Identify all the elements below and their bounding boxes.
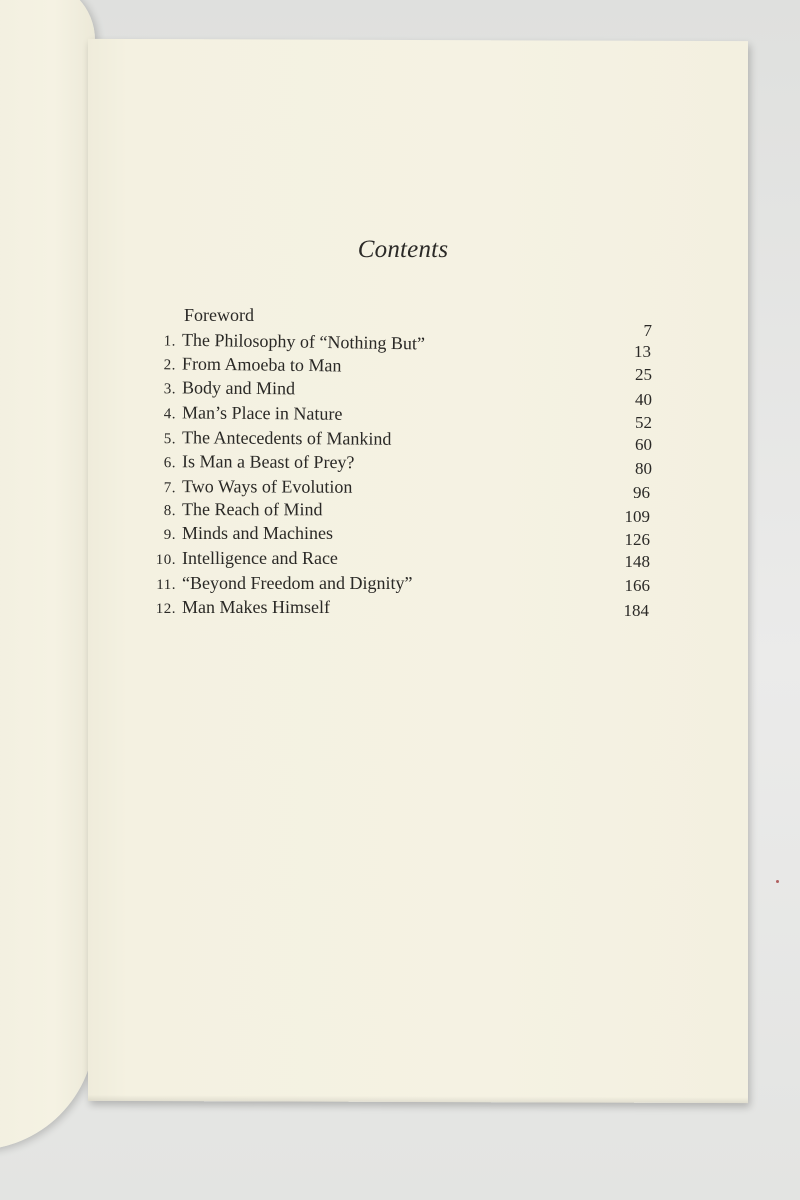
entry-title: Man’s Place in Nature xyxy=(181,402,343,424)
page-number: 126 xyxy=(624,530,650,549)
entry-number: 1. xyxy=(163,333,177,350)
entry-title: Is Man a Beast of Prey? xyxy=(181,451,355,473)
entry-title: Body and Mind xyxy=(181,377,296,399)
page-number: 109 xyxy=(624,507,650,526)
toc-entry-8 xyxy=(140,500,323,519)
page-number: 7 xyxy=(643,321,652,340)
entry-number: 10. xyxy=(155,552,176,568)
entry-title: From Amoeba to Man xyxy=(181,353,342,376)
foreword-title: Foreword xyxy=(184,305,254,325)
entry-title: Intelligence and Race xyxy=(182,548,338,568)
entry-title: Minds and Machines xyxy=(182,523,333,543)
entry-number: 5. xyxy=(163,431,177,448)
entry-number: 11. xyxy=(156,577,176,593)
entry-title: The Reach of Mind xyxy=(181,499,323,520)
page-number: 52 xyxy=(635,413,652,432)
entry-number: 12. xyxy=(155,601,176,617)
entry-number: 7. xyxy=(163,480,177,497)
entry-title: “Beyond Freedom and Dignity” xyxy=(182,573,413,593)
entry-number: 9. xyxy=(163,527,176,543)
entry-title: The Philosophy of “Nothing But” xyxy=(181,329,426,354)
contents-heading: Contents xyxy=(357,236,449,263)
entry-title: Two Ways of Evolution xyxy=(181,476,353,497)
entry-number: 6. xyxy=(163,455,177,472)
entry-number: 3. xyxy=(163,381,177,398)
entry-number: 8. xyxy=(163,503,177,520)
toc-entry-4 xyxy=(140,403,343,424)
page-number: 96 xyxy=(633,483,650,502)
page-number: 166 xyxy=(624,576,650,595)
page-number: 148 xyxy=(624,552,650,571)
page-number: 40 xyxy=(635,390,652,409)
page-number: 80 xyxy=(635,459,652,478)
foreword-entry xyxy=(184,306,254,324)
toc-entry-2 xyxy=(140,354,342,375)
toc-entry-7 xyxy=(140,477,353,497)
page-number: 60 xyxy=(635,435,652,454)
page-number: 25 xyxy=(635,365,652,384)
toc-entry-11 xyxy=(140,574,412,593)
toc-entry-5 xyxy=(140,428,392,449)
toc-entry-1 xyxy=(140,330,425,353)
toc-entry-9 xyxy=(140,524,333,543)
toc-entry-3 xyxy=(140,378,295,398)
page-number: 13 xyxy=(634,342,651,361)
toc-entry-12 xyxy=(140,598,330,617)
entry-title: The Antecedents of Mankind xyxy=(181,427,392,449)
entry-number: 2. xyxy=(163,357,177,374)
entry-title: Man Makes Himself xyxy=(182,597,330,617)
toc-entry-6 xyxy=(140,452,355,472)
toc-entry-10 xyxy=(140,549,338,568)
entry-number: 4. xyxy=(163,406,177,423)
page-number: 184 xyxy=(623,601,649,620)
speck xyxy=(776,880,779,883)
